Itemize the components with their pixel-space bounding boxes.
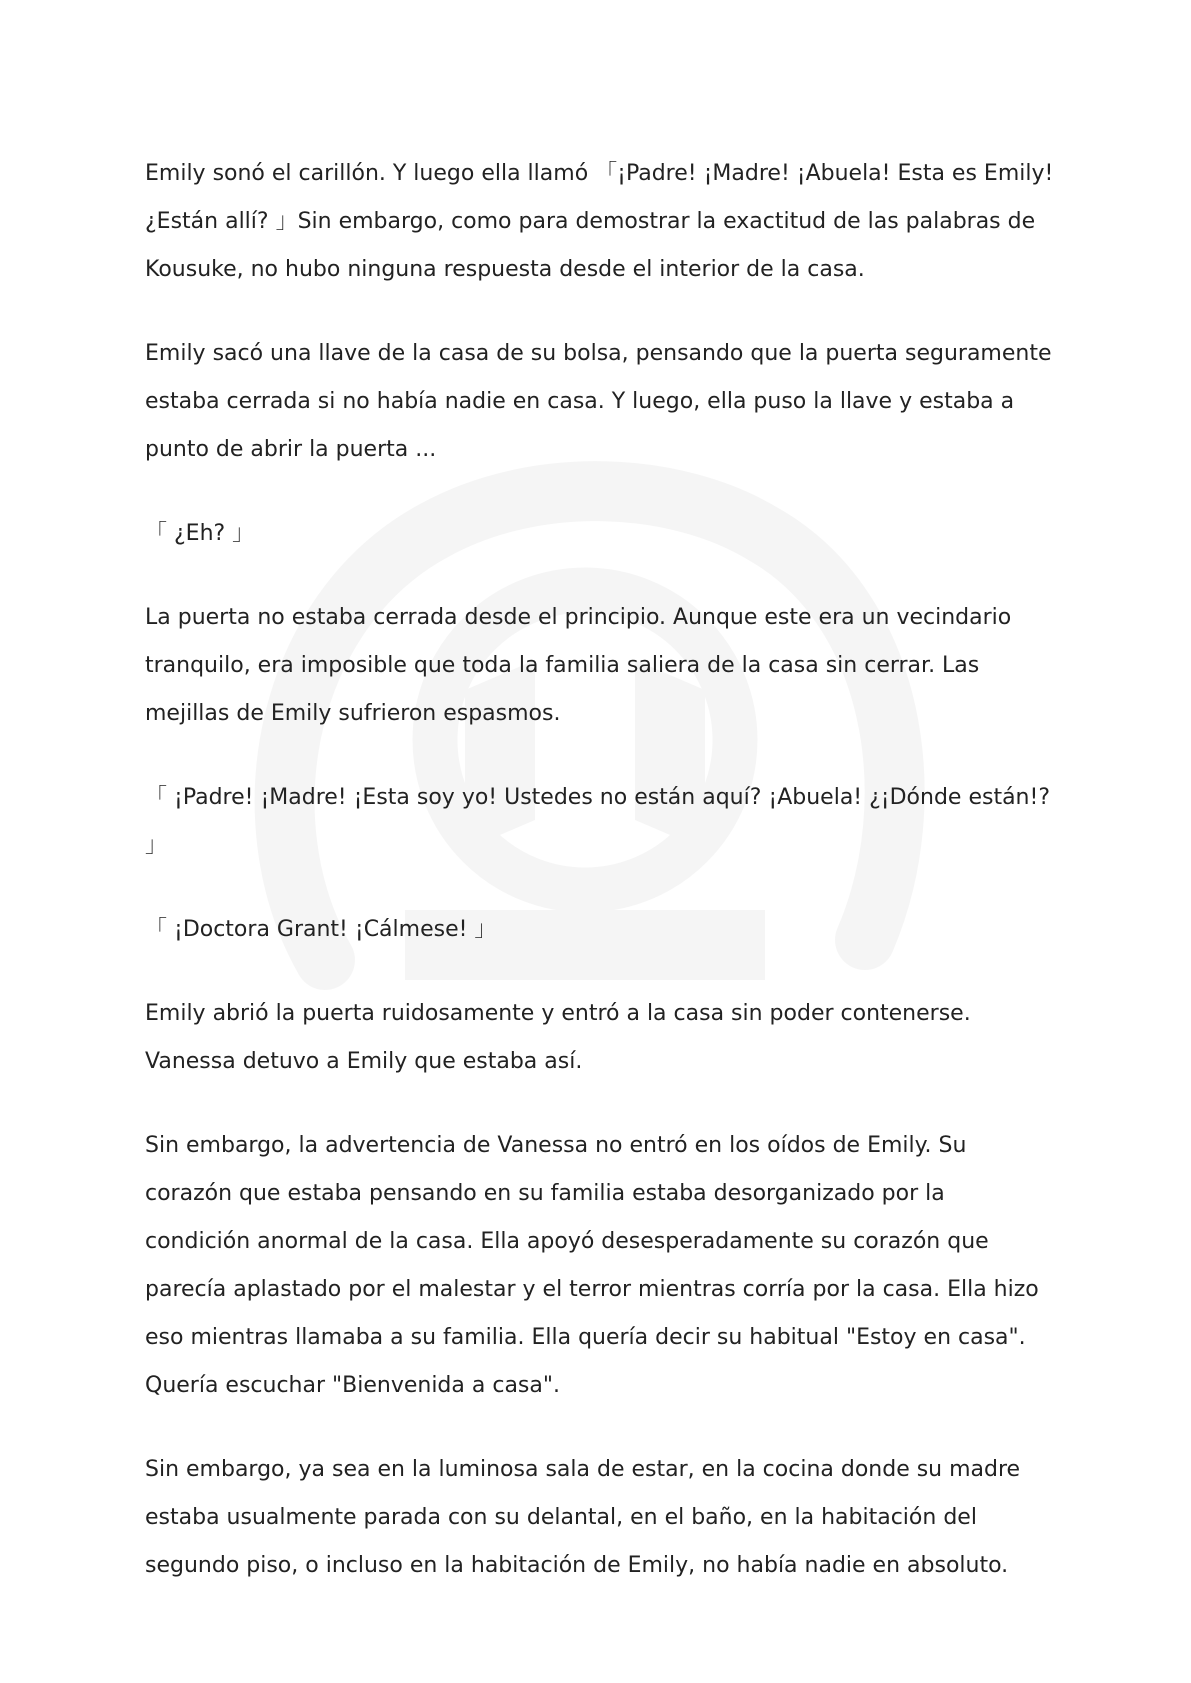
paragraph: Sin embargo, ya sea en la luminosa sala de estar, en la cocina donde su madre estaba usualmente parada con su delantal, en el baño, en la habitación del segundo piso, o incluso en la habitación de Emily, no había nadie en absoluto.: [145, 1457, 1021, 1578]
paragraph: Emily abrió la puerta ruidosamente y entró a la casa sin poder contenerse. Vanessa detuvo a Emily que estaba así.: [145, 1001, 971, 1074]
paragraph: La puerta no estaba cerrada desde el principio. Aunque este era un vecindario tranquilo, era imposible que toda la familia saliera de la casa sin cerrar. Las mejillas de Emily sufrieron espasmos.: [145, 605, 1012, 726]
paragraph: Sin embargo, la advertencia de Vanessa no entró en los oídos de Emily. Su corazón que estaba pensando en su familia estaba desorganizado por la condición anormal de la casa. Ella apoyó desesperadamente su corazón que parecía aplastado por el malestar y el terror mientras corría por la casa. Ella hizo eso mientras llamaba a su familia. Ella quería decir su habitual "Estoy en casa". Quería escuchar "Bienvenida a casa".: [145, 1133, 1039, 1398]
dialogue-line: 「 ¡Doctora Grant! ¡Cálmese! 」: [145, 917, 497, 942]
document-body: [145, 150, 1055, 1626]
paragraph: Emily sacó una llave de la casa de su bolsa, pensando que la puerta seguramente estaba cerrada si no había nadie en casa. Y luego, ella puso la llave y estaba a punto de abrir la puerta ...: [145, 341, 1052, 462]
dialogue-line: 「 ¿Eh? 」: [145, 521, 255, 546]
dialogue-line: 「 ¡Padre! ¡Madre! ¡Esta soy yo! Ustedes no están aquí? ¡Abuela! ¿¡Dónde están!? 」: [145, 785, 1050, 858]
paragraph: Emily sonó el carillón. Y luego ella llamó 「¡Padre! ¡Madre! ¡Abuela! Esta es Emily! ¿Están allí? 」Sin embargo, como para demostrar la exactitud de las palabras de Kousuke, no hubo ninguna respuesta desde el interior de la casa.: [145, 161, 1054, 282]
